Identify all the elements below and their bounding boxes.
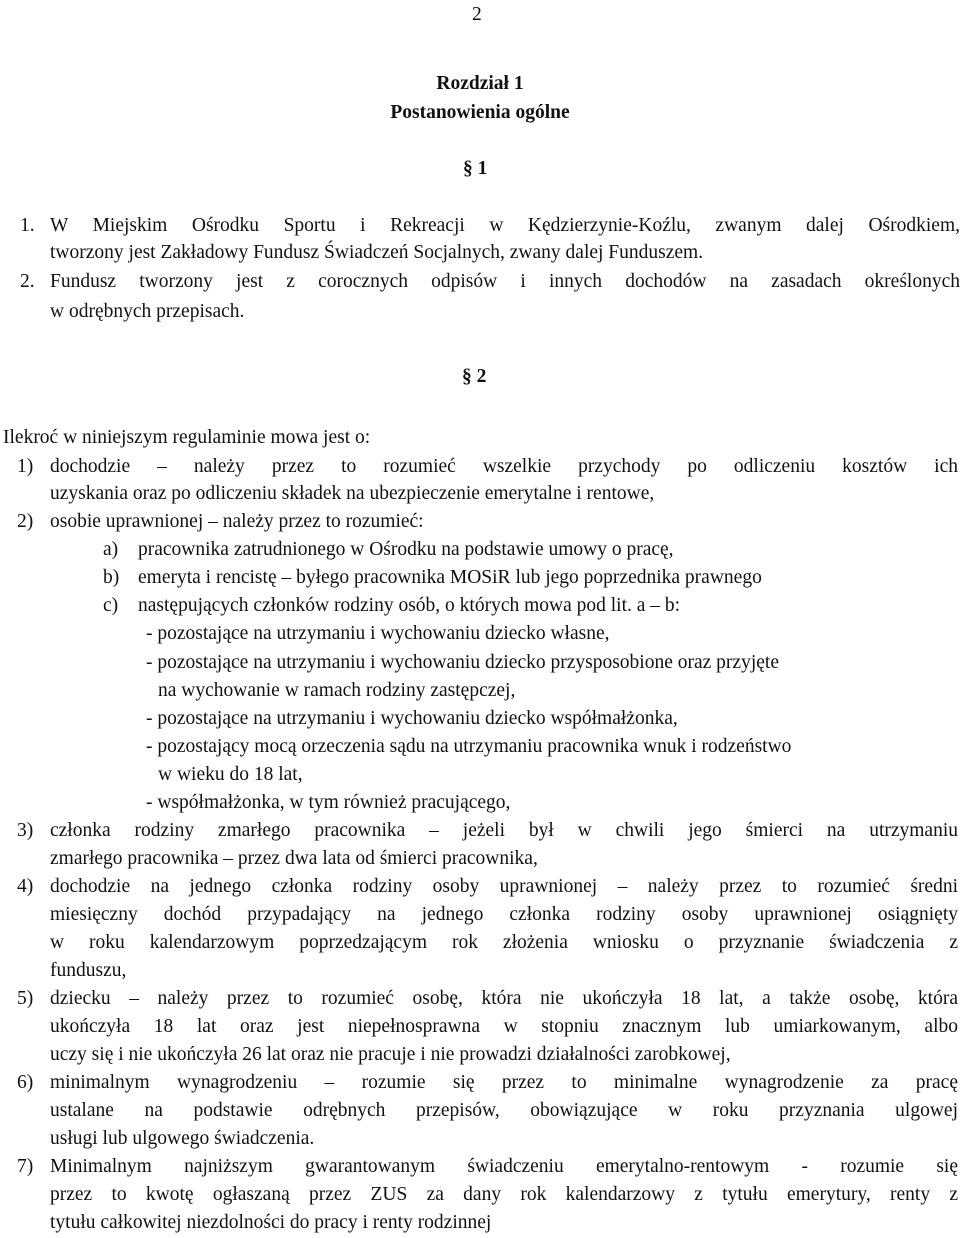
paragraph-line: tytułu całkowitej niezdolności do pracy i renty rodzinnej (50, 1212, 492, 1233)
paragraph-line: dochodzie na jednego członka rodziny osoby uprawnionej – należy przez to rozumieć średni (50, 876, 958, 897)
section-heading-1: § 1 (463, 158, 488, 179)
sublist-item: emeryta i rencistę – byłego pracownika MOSiR lub jego poprzednika prawnego (138, 567, 762, 588)
paragraph-line: usługi lub ulgowego świadczenia. (50, 1128, 315, 1149)
paragraph-line: w roku kalendarzowym poprzedzającym rok złożenia wniosku o przyznanie świadczenia z (50, 932, 958, 953)
paragraph-line: funduszu, (50, 960, 127, 981)
dash-item-continuation: na wychowanie w ramach rodziny zastępczej, (158, 680, 516, 701)
list-number: 3) (17, 820, 34, 841)
paragraph-line: zmarłego pracownika – przez dwa lata od śmierci pracownika, (50, 848, 538, 869)
dash-item: - pozostające na utrzymaniu i wychowaniu dziecko współmałżonka, (146, 708, 678, 729)
paragraph-line: ukończyła 18 lat oraz jest niepełnosprawna w stopniu znacznym lub umiarkowanym, albo (50, 1016, 958, 1037)
paragraph-line: przez to kwotę ogłaszaną przez ZUS za dany rok kalendarzowy z tytułu emerytury, renty z (50, 1184, 958, 1205)
list-number: 6) (17, 1072, 34, 1093)
paragraph-line: członka rodziny zmarłego pracownika – jeżeli był w chwili jego śmierci na utrzymaniu (50, 820, 958, 841)
sublist-label: b) (103, 567, 120, 588)
list-number: 5) (17, 988, 34, 1009)
dash-item-continuation: w wieku do 18 lat, (158, 764, 303, 785)
list-number: 1) (17, 456, 34, 477)
section-intro: Ilekroć w niniejszym regulaminie mowa jest o: (3, 427, 371, 448)
dash-item: - pozostające na utrzymaniu i wychowaniu dziecko przysposobione oraz przyjęte (146, 652, 779, 673)
page-number: 2 (472, 4, 482, 25)
list-number: 2. (20, 271, 35, 292)
paragraph-line: minimalnym wynagrodzeniu – rozumie się przez to minimalne wynagrodzenie za pracę (50, 1072, 958, 1093)
chapter-title: Rozdział 1 (436, 73, 524, 94)
dash-item: - pozostający mocą orzeczenia sądu na utrzymaniu pracownika wnuk i rodzeństwo (146, 736, 792, 757)
list-number: 7) (17, 1156, 34, 1177)
paragraph-line: ustalane na podstawie odrębnych przepisów, obowiązujące w roku przyznania ulgowej (50, 1100, 958, 1121)
sublist-item: pracownika zatrudnionego w Ośrodku na podstawie umowy o pracę, (138, 539, 674, 560)
paragraph-line: miesięczny dochód przypadający na jednego członka rodziny osoby uprawnionej osiągnięty (50, 904, 958, 925)
section-heading-2: § 2 (462, 366, 487, 387)
paragraph-line: Fundusz tworzony jest z corocznych odpisów i innych dochodów na zasadach określonych (50, 271, 960, 292)
paragraph-line: dziecku – należy przez to rozumieć osobę, która nie ukończyła 18 lat, a także osobę, która (50, 988, 958, 1009)
list-number: 2) (17, 511, 34, 532)
list-number: 4) (17, 876, 34, 897)
paragraph-line: uczy się i nie ukończyła 26 lat oraz nie pracuje i nie prowadzi działalności zarobkowej, (50, 1044, 731, 1065)
chapter-subtitle: Postanowienia ogólne (390, 102, 570, 123)
paragraph-line: tworzony jest Zakładowy Fundusz Świadczeń Socjalnych, zwany dalej Funduszem. (50, 242, 704, 263)
paragraph-line: W Miejskim Ośrodku Sportu i Rekreacji w Kędzierzynie-Koźlu, zwanym dalej Ośrodkiem, (50, 215, 960, 236)
sublist-label: c) (103, 595, 119, 616)
paragraph-line: uzyskania oraz po odliczeniu składek na ubezpieczenie emerytalne i rentowe, (50, 483, 655, 504)
paragraph-line: Minimalnym najniższym gwarantowanym świadczeniu emerytalno-rentowym - rozumie się (50, 1156, 958, 1177)
paragraph-line: w odrębnych przepisach. (50, 301, 245, 322)
sublist-label: a) (103, 539, 119, 560)
dash-item: - pozostające na utrzymaniu i wychowaniu dziecko własne, (146, 623, 610, 644)
sublist-item: następujących członków rodziny osób, o których mowa pod lit. a – b: (138, 595, 681, 616)
list-number: 1. (20, 215, 35, 236)
paragraph-line: dochodzie – należy przez to rozumieć wszelkie przychody po odliczeniu kosztów ich (50, 456, 958, 477)
paragraph-line: osobie uprawnionej – należy przez to rozumieć: (50, 511, 424, 532)
dash-item: - współmałżonka, w tym również pracującego, (146, 792, 511, 813)
